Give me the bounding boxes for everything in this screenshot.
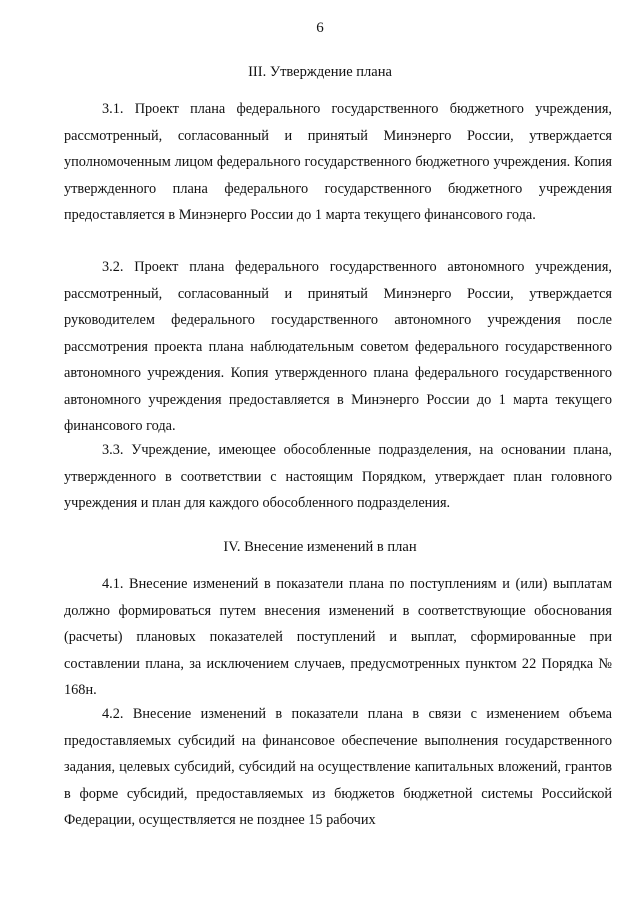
- paragraph-4-1: 4.1. Внесение изменений в показатели плана по поступлениям и (или) выплатам должно формироваться путем внесения изменений в соответствующие обоснования (расчеты) плановых показателей поступлений и выплат, сформированные при составлении плана, за исключением случаев, предусмотренных пунктом 22 Порядка № 168н.: [64, 576, 612, 698]
- paragraph-4-2: 4.2. Внесение изменений в показатели плана в связи с изменением объема предоставляемых субсидий на финансовое обеспечение выполнения государственного задания, целевых субсидий, субсидий на осуществление капитальных вложений, грантов в форме субсидий, предоставляемых из бюджетов бюджетной системы Российской Федерации, осуществляется не позднее 15 рабочих: [64, 706, 612, 828]
- section-3-heading: III. Утверждение плана: [248, 64, 392, 80]
- page-number: 6: [316, 20, 324, 36]
- section-4-heading: IV. Внесение изменений в план: [223, 539, 417, 555]
- paragraph-3-1: 3.1. Проект плана федерального государственного бюджетного учреждения, рассмотренный, согласованный и принятый Минэнерго России, утверждается уполномоченным лицом федерального государственного бюджетного учреждения. Копия утвержденного плана федерального государственного бюджетного учреждения предоставляется в Минэнерго России до 1 марта текущего финансового года.: [64, 101, 612, 223]
- paragraph-3-2: 3.2. Проект плана федерального государственного автономного учреждения, рассмотренный, согласованный и принятый Минэнерго России, утверждается руководителем федерального государственного автономного учреждения после рассмотрения проекта плана наблюдательным советом федерального государственного автономного учреждения. Копия утвержденного плана федерального государственного автономного учреждения предоставляется в Минэнерго России до 1 марта текущего финансового года.: [64, 259, 612, 434]
- paragraph-3-3: 3.3. Учреждение, имеющее обособленные подразделения, на основании плана, утвержденного в соответствии с настоящим Порядком, утверждает план головного учреждения и план для каждого обособленного подразделения.: [64, 442, 612, 511]
